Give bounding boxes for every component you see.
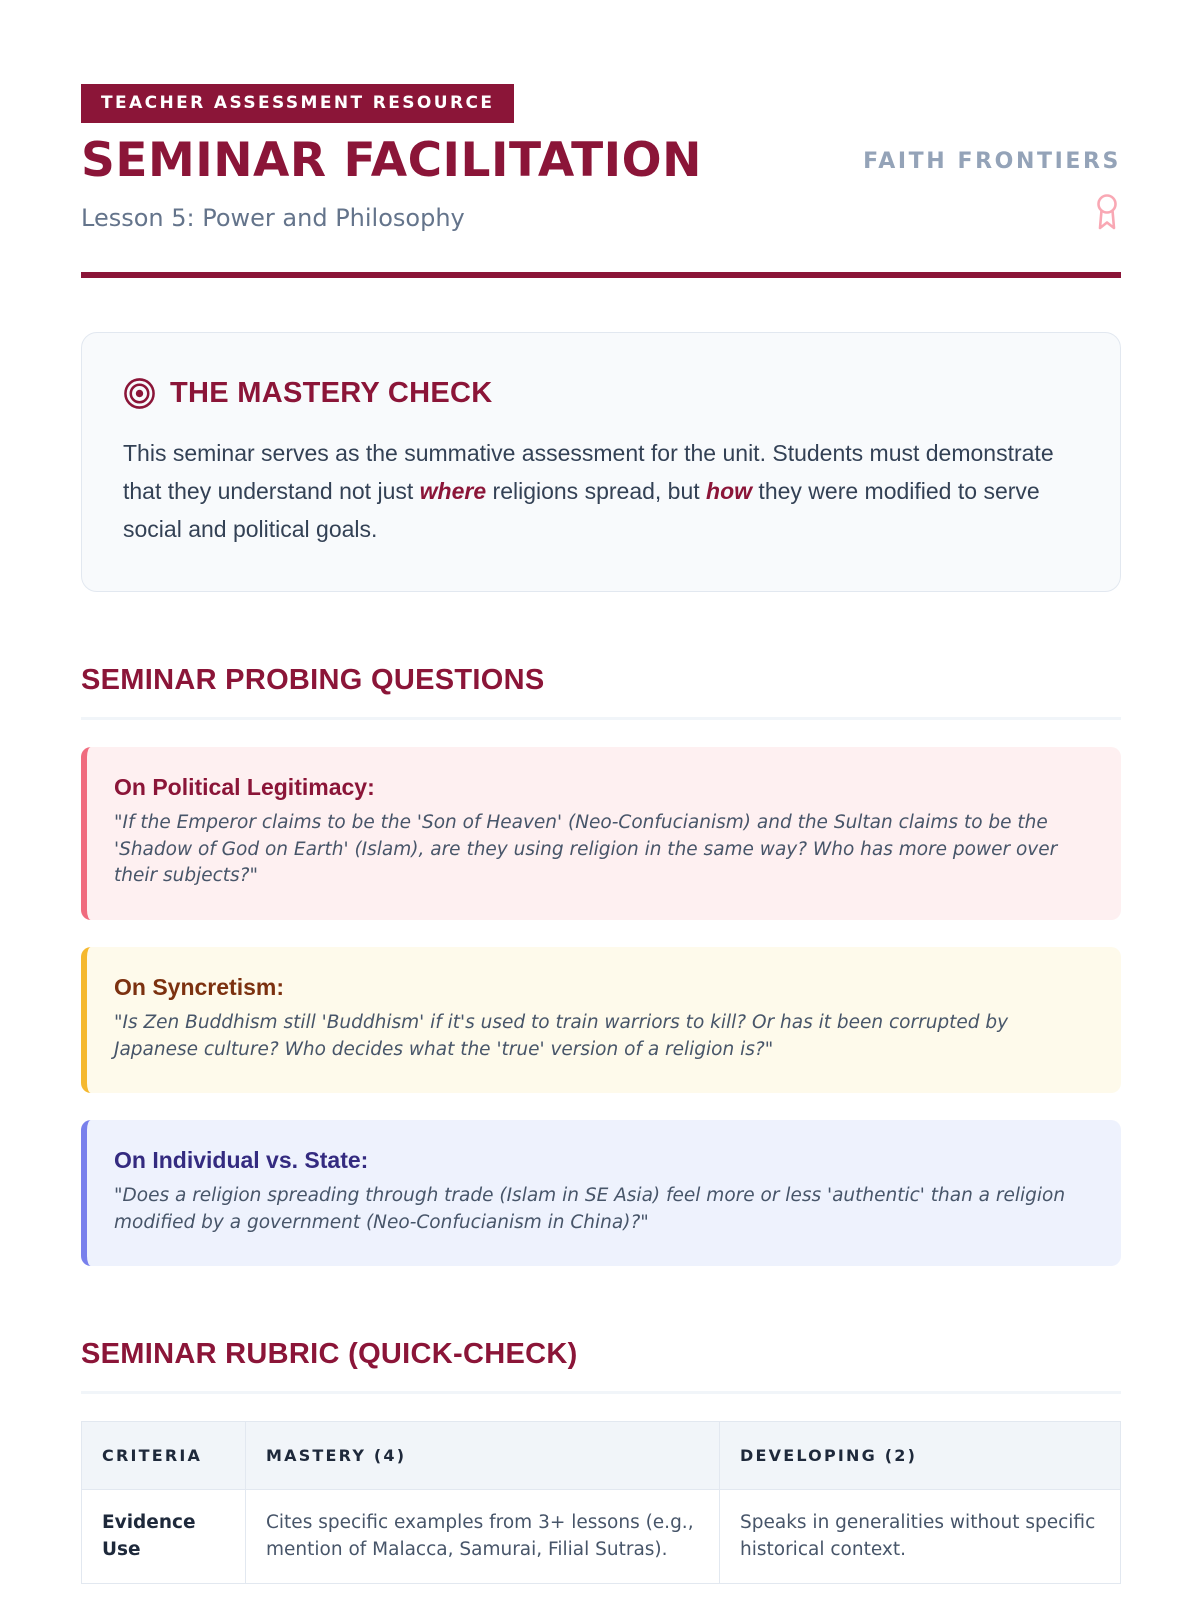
question-label: On Political Legitimacy: bbox=[114, 774, 375, 800]
page-title: SEMINAR FACILITATION bbox=[81, 133, 702, 188]
page-subtitle: Lesson 5: Power and Philosophy bbox=[81, 204, 465, 232]
table-row bbox=[82, 1490, 1121, 1584]
mastery-emphasis-how: how bbox=[706, 478, 753, 504]
question-text: "Does a religion spreading through trade (Islam in SE Asia) feel more or less 'authentic' than a religion modified by a government (Neo-Confucianism in China)?" bbox=[114, 1185, 1066, 1233]
header bbox=[81, 123, 1121, 245]
rubric-criteria-cell: Evidence Use bbox=[82, 1490, 246, 1584]
rubric-section-title: SEMINAR RUBRIC (QUICK-CHECK) bbox=[81, 1338, 1121, 1394]
mastery-heading bbox=[123, 377, 1080, 410]
mastery-title: THE MASTERY CHECK bbox=[170, 377, 493, 409]
mastery-description bbox=[123, 434, 1080, 548]
question-card-individual-vs-state bbox=[81, 1120, 1121, 1266]
question-label: On Individual vs. State: bbox=[114, 1147, 369, 1173]
mastery-text-part3: they were modified to serve social and political goals. bbox=[123, 478, 1040, 542]
target-icon bbox=[123, 377, 156, 410]
rubric-header-mastery: MASTERY (4) bbox=[246, 1422, 720, 1490]
mastery-text-part1: This seminar serves as the summative assessment for the unit. Students must demonstrate that they understand not just bbox=[123, 440, 1054, 504]
header-divider bbox=[81, 272, 1121, 278]
rubric-table bbox=[81, 1421, 1121, 1584]
ribbon-award-icon bbox=[1095, 193, 1119, 231]
question-label: On Syncretism: bbox=[114, 974, 284, 1000]
page bbox=[81, 84, 1121, 1584]
rubric-developing-cell: Speaks in generalities without specific historical context. bbox=[720, 1490, 1121, 1584]
mastery-check-card bbox=[81, 332, 1121, 592]
resource-tag: TEACHER ASSESSMENT RESOURCE bbox=[81, 84, 514, 123]
rubric-header-row bbox=[82, 1422, 1121, 1490]
question-card-political-legitimacy bbox=[81, 747, 1121, 920]
rubric-header-criteria: CRITERIA bbox=[82, 1422, 246, 1490]
question-card-syncretism bbox=[81, 947, 1121, 1093]
brand-name: FAITH FRONTIERS bbox=[863, 149, 1121, 174]
question-text: "Is Zen Buddhism still 'Buddhism' if it's used to train warriors to kill? Or has it been corrupted by Japanese culture? Who decides what the 'true' version of a religion is?" bbox=[114, 1012, 1009, 1060]
question-text: "If the Emperor claims to be the 'Son of Heaven' (Neo-Confucianism) and the Sultan claims to be the 'Shadow of God on Earth' (Islam), are they using religion in the same way? Who has more power over their subjects?" bbox=[114, 812, 1058, 886]
rubric-mastery-cell: Cites specific examples from 3+ lessons (e.g., mention of Malacca, Samurai, Filial Sutras). bbox=[246, 1490, 720, 1584]
questions-section-title: SEMINAR PROBING QUESTIONS bbox=[81, 664, 1121, 720]
rubric-header-developing: DEVELOPING (2) bbox=[720, 1422, 1121, 1490]
mastery-emphasis-where: where bbox=[419, 478, 487, 504]
mastery-text-part2: religions spread, but bbox=[486, 478, 707, 504]
